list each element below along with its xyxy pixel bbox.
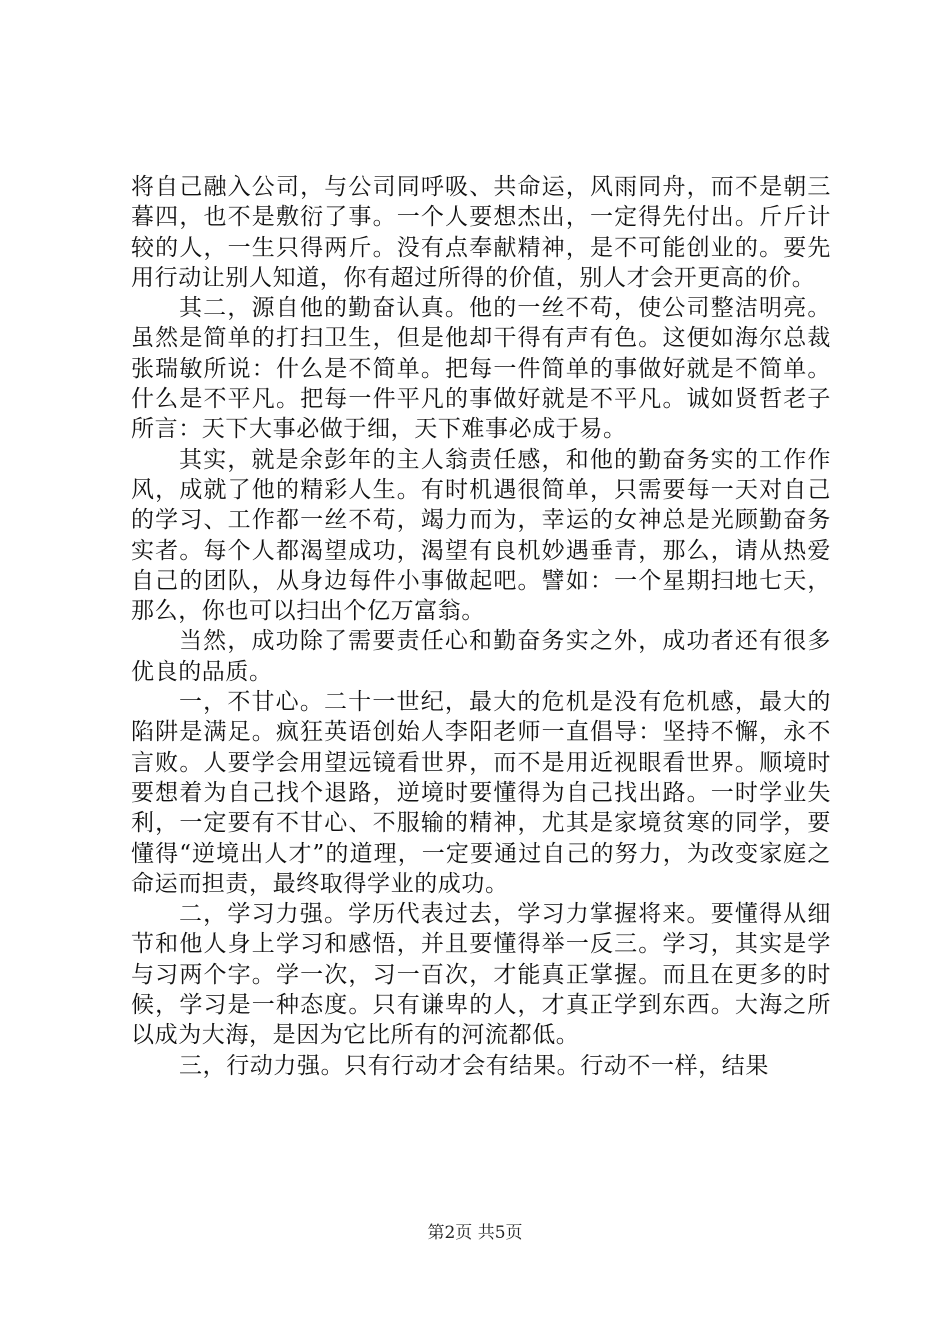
- paragraph-7: 三，行动力强。只有行动才会有结果。行动不一样，结果: [179, 1052, 769, 1079]
- paragraph-1: 将自己融入公司，与公司同呼吸、共命运，风雨同舟，而不是朝三暮四，也不是敷衍了事。一个人要想杰出，一定得先付出。斤斤计较的人，一生只得两斤。没有点奉献精神，是不可能创业的。要先用行动让别人知道，你有超过所得的价值，别人才会开更高的价。: [131, 174, 831, 291]
- paragraph-4: 当然，成功除了需要责任心和勤奋务实之外，成功者还有很多优良的品质。: [131, 628, 831, 685]
- paragraph-3: 其实，就是余彭年的主人翁责任感，和他的勤奋务实的工作作风，成就了他的精彩人生。有时机遇很简单，只需要每一天对自己的学习、工作都一丝不苟，竭力而为，幸运的女神总是光顾勤奋务实者。每个人都渴望成功，渴望有良机妙遇垂青，那么，请从热爱自己的团队，从身边每件小事做起吧。譬如：一个星期扫地七天，那么，你也可以扫出个亿万富翁。: [131, 446, 831, 625]
- page-footer: 第2页 共5页: [427, 1223, 523, 1243]
- paragraph-2: 其二，源自他的勤奋认真。他的一丝不苟，使公司整洁明亮。虽然是简单的打扫卫生，但是他却干得有声有色。这便如海尔总裁张瑞敏所说：什么是不简单。把每一件简单的事做好就是不简单。什么是不平凡。把每一件平凡的事做好就是不平凡。诚如贤哲老子所言：天下大事必做于细，天下难事必成于易。: [131, 295, 831, 443]
- paragraph-6: 二，学习力强。学历代表过去，学习力掌握将来。要懂得从细节和他人身上学习和感悟，并且要懂得举一反三。学习，其实是学与习两个字。学一次，习一百次，才能真正掌握。而且在更多的时候，学习是一种态度。只有谦卑的人，才真正学到东西。大海之所以成为大海，是因为它比所有的河流都低。: [131, 901, 831, 1049]
- document-body: [131, 172, 831, 1081]
- paragraph-5: 一，不甘心。二十一世纪，最大的危机是没有危机感，最大的陷阱是满足。疯狂英语创始人李阳老师一直倡导：坚持不懈，永不言败。人要学会用望远镜看世界，而不是用近视眼看世界。顺境时要想着为自己找个退路，逆境时要懂得为自己找出路。一时学业失利，一定要有不甘心、不服输的精神，尤其是家境贫寒的同学，要懂得“逆境出人才”的道理，一定要通过自己的努力，为改变家庭之命运而担责，最终取得学业的成功。: [131, 689, 831, 897]
